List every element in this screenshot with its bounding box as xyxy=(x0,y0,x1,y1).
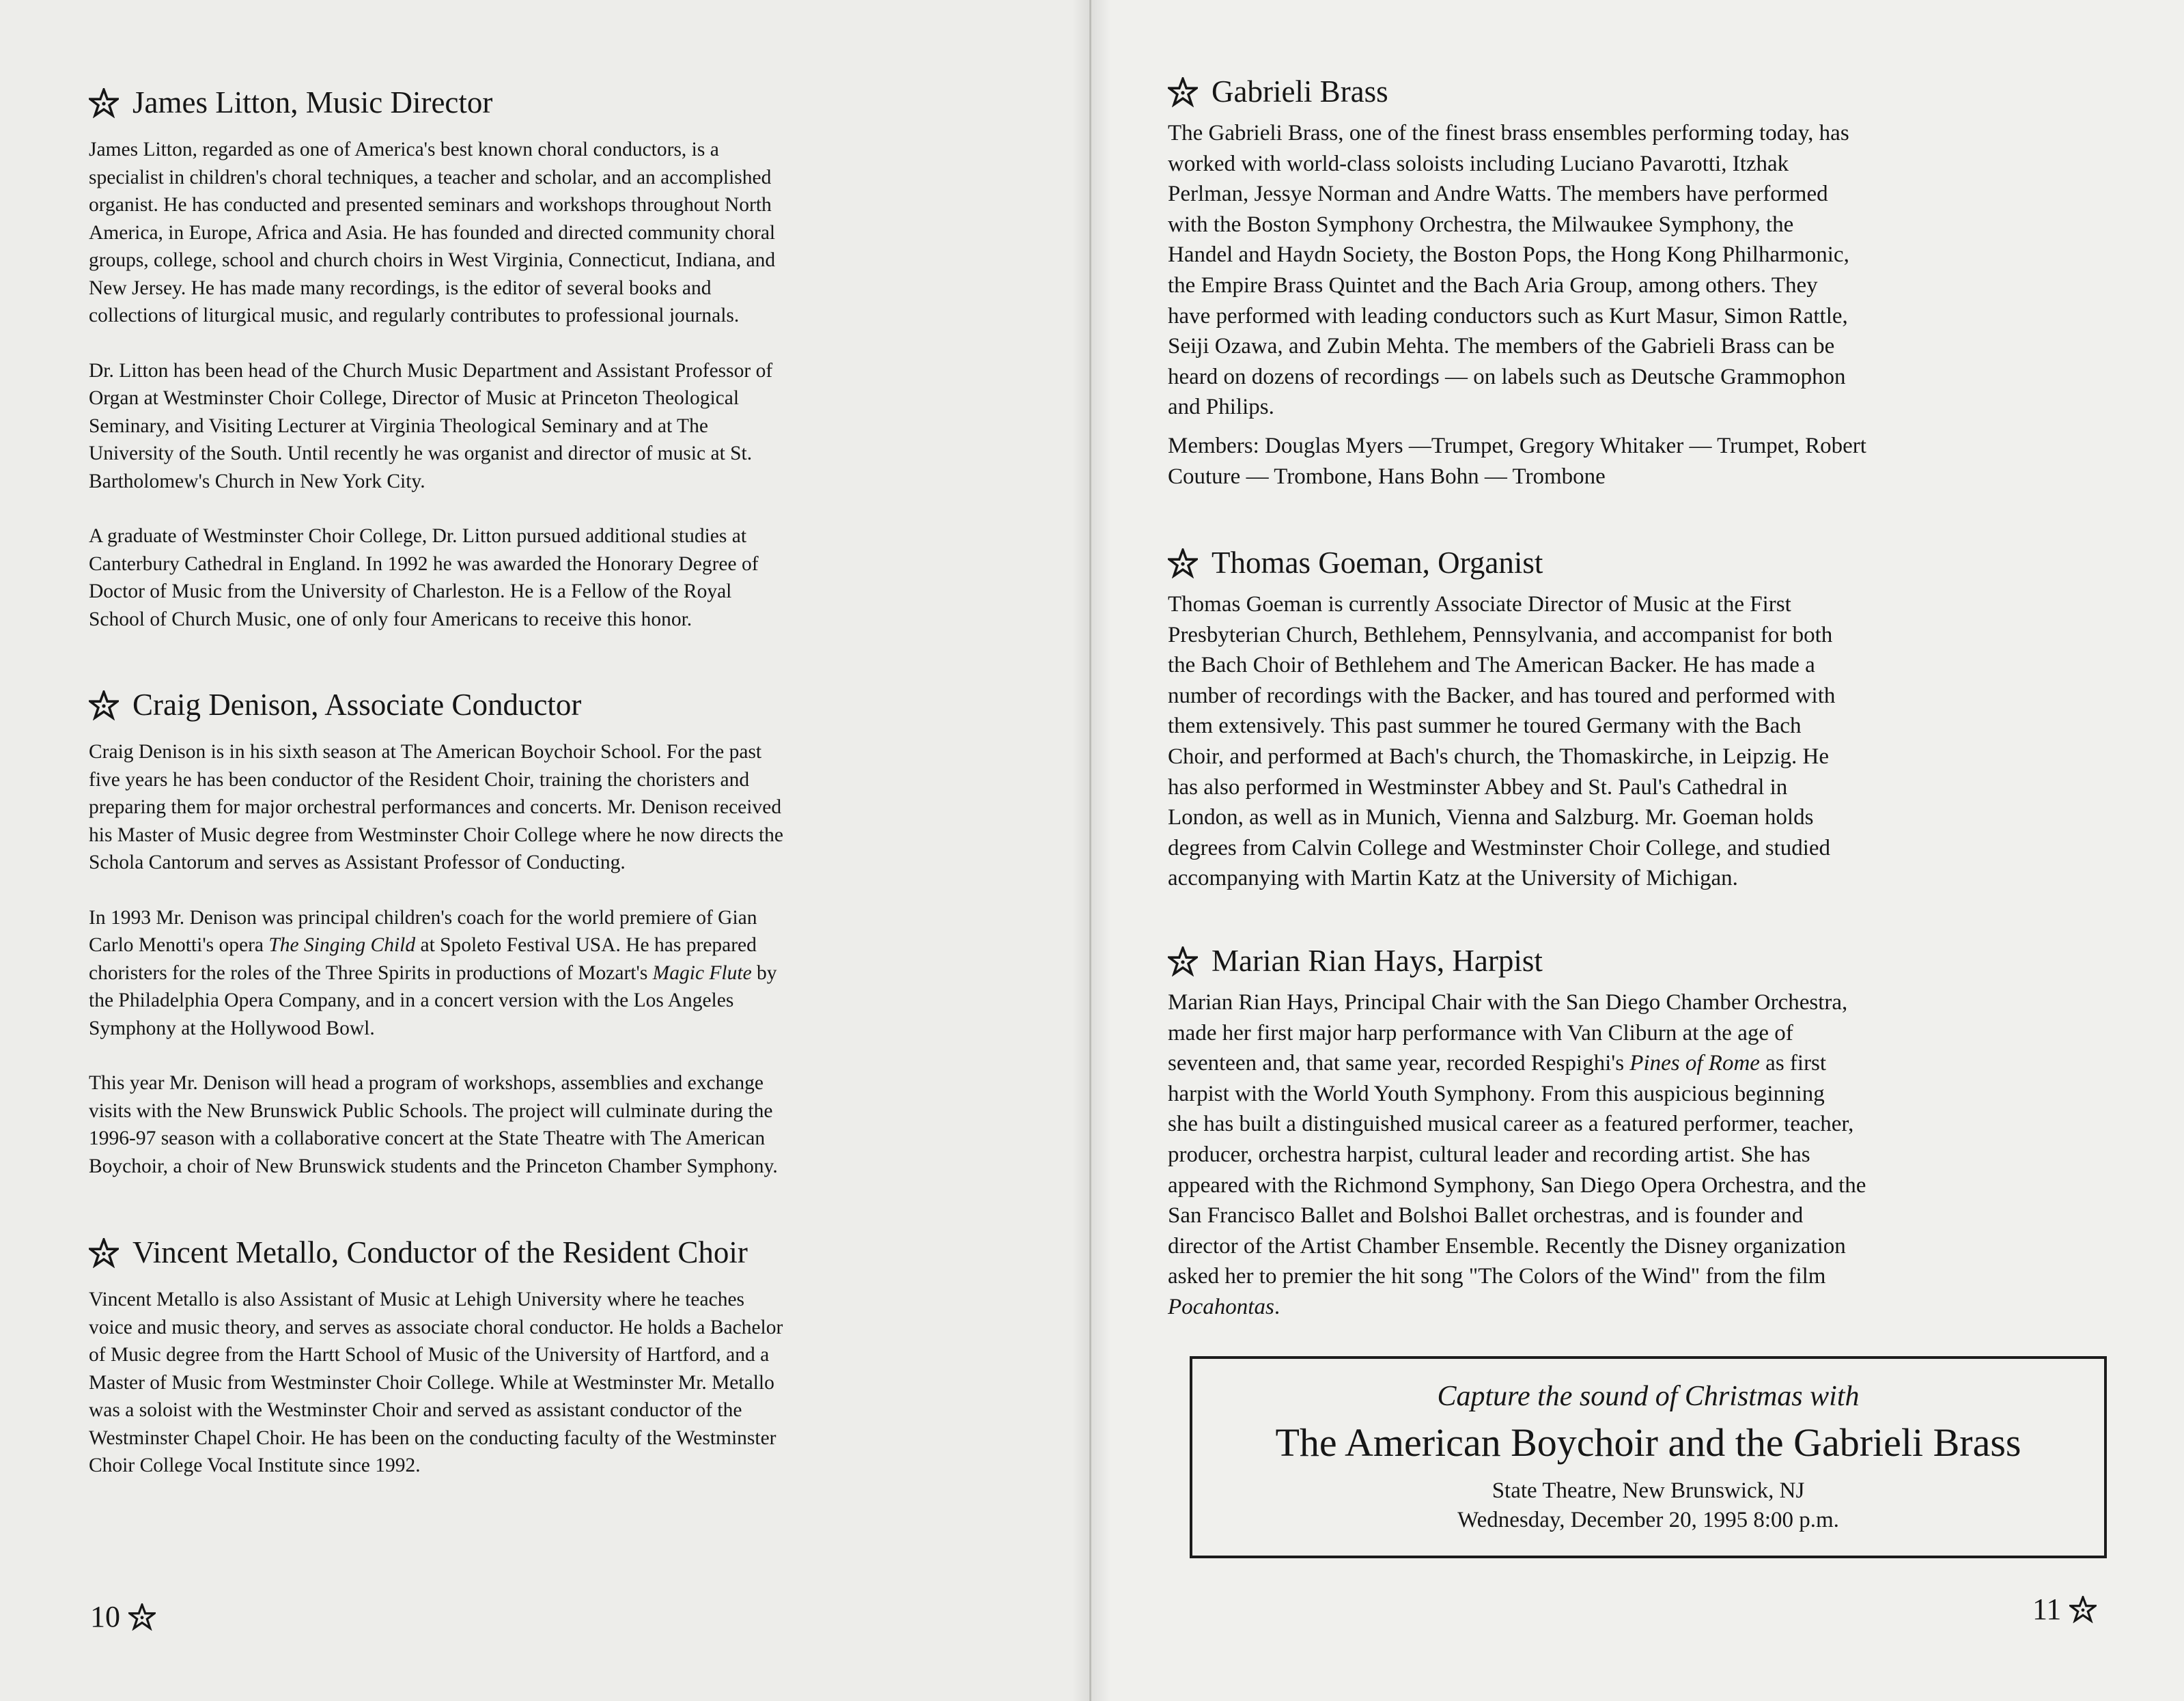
bio-paragraph: Vincent Metallo is also Assistant of Music at Lehigh University where he teaches voice and music theory, and serves as associate choral conductor. He holds a Bachelor of Music degree from the Hartt School of Music of the University of Hartford, and a Master of Music from Westminster Choir College. While at Westminster Mr. Metallo was a soloist with the Westminster Choir and served as assistant conductor of the Westminster Chapel Choir. He has been on the conducting faculty of the Westminster Choir College Vocal Institute since 1992. xyxy=(89,1289,783,1476)
bio-section-thomas-goeman xyxy=(1168,548,2117,894)
section-heading-text: Craig Denison, Associate Conductor xyxy=(132,688,582,722)
page-number-left xyxy=(90,1602,156,1632)
section-heading xyxy=(1168,548,2117,578)
star-outline-icon xyxy=(89,88,119,118)
text-run: In 1993 Mr. Denison was principal children's coach for the world premiere of Gian Carlo Menotti's opera xyxy=(89,906,757,956)
members-paragraph: Members: Douglas Myers —Trumpet, Gregory Whitaker — Trumpet, Robert Couture — Trombone, Hans Bohn — Trombone xyxy=(1168,433,1866,489)
star-outline-icon xyxy=(89,1238,119,1268)
section-heading-text: James Litton, Music Director xyxy=(132,85,493,120)
bio-section-gabrieli-brass xyxy=(1168,76,2117,492)
bio-paragraph xyxy=(89,904,997,1043)
bio-section-craig-denison xyxy=(89,690,997,1180)
text-run: at Spoleto Festival USA. He has prepared choristers for the roles of the Three Spirits in productions of Mozart's xyxy=(89,934,757,984)
concert-promo-box xyxy=(1190,1356,2107,1558)
bio-paragraph: Thomas Goeman is currently Associate Director of Music at the First Presbyterian Church, Bethlehem, Pennsylvania, and accompanist for both the Bach Choir of Bethlehem and The American Backer. He has made a number of recordings with the Backer, and has toured and performed with them extensively. This past summer he toured Germany with the Bach Choir, and performed at Bach's church, the Thomaskirche, in Leipzig. He has also performed in Westminster Abbey and St. Paul's Cathedral in London, as well as in Munich, Vienna and Salzburg. Mr. Goeman holds degrees from Calvin College and Westminster Choir College, and studied accompanying with Martin Katz at the University of Michigan. xyxy=(1168,592,1836,891)
section-heading xyxy=(1168,946,2117,976)
page-number-right xyxy=(2032,1594,2097,1625)
page-number-text: 11 xyxy=(2032,1592,2062,1626)
section-heading-text: Gabrieli Brass xyxy=(1212,74,1388,109)
work-title: Pines of Rome xyxy=(1629,1051,1760,1076)
film-title: Pocahontas xyxy=(1168,1294,1274,1319)
bio-section-vincent-metallo xyxy=(89,1237,997,1480)
section-heading-text: Marian Rian Hays, Harpist xyxy=(1212,944,1543,978)
star-outline-icon xyxy=(128,1603,156,1631)
section-heading xyxy=(89,690,997,720)
star-outline-icon xyxy=(1168,548,1198,578)
bio-paragraph: Dr. Litton has been head of the Church Music Department and Assistant Professor of Organ at Westminster Choir College, Director of Music at Princeton Theological Seminary, and Visiting Lecturer at Virginia Theological Seminary and at The University of the South. Until recently he was organist and director of music at St. Bartholomew's Church in New York City. xyxy=(89,359,773,492)
left-page xyxy=(0,0,1090,1701)
bio-paragraph: Craig Denison is in his sixth season at The American Boychoir School. For the past five years he has been conductor of the Resident Choir, training the choristers and preparing them for major orchestral performances and concerts. Mr. Denison received his Master of Music degree from Westminster Choir College where he now directs the Schola Cantorum and serves as Assistant Professor of Conducting. xyxy=(89,741,784,873)
promo-date: Wednesday, December 20, 1995 8:00 p.m. xyxy=(1457,1507,1839,1532)
star-outline-icon xyxy=(89,690,119,720)
opera-title: Magic Flute xyxy=(652,961,752,984)
text-run: Marian Rian Hays, Principal Chair with the San Diego Chamber Orchestra, made her first major harp performance with Van Cliburn at the age of seventeen and, that same year, recorded Respighi's xyxy=(1168,990,1848,1076)
bio-paragraph: The Gabrieli Brass, one of the finest brass ensembles performing today, has worked with world-class soloists including Luciano Pavarotti, Itzhak Perlman, Jessye Norman and Andre Watts. The members have performed with the Boston Symphony Orchestra, the Milwaukee Symphony, the Handel and Haydn Society, the Boston Pops, the Hong Kong Philharmonic, the Empire Brass Quintet and the Bach Aria Group, among others. They have performed with leading conductors such as Kurt Masur, Simon Rattle, Seiji Ozawa, and Zubin Mehta. The members of the Gabrieli Brass can be heard on dozens of recordings — on labels such as Deutsche Grammophon and Philips. xyxy=(1168,121,1849,420)
bio-paragraph xyxy=(1168,987,2117,1323)
promo-tagline: Capture the sound of Christmas with xyxy=(1437,1381,1860,1412)
bio-paragraph: A graduate of Westminster Choir College, Dr. Litton pursued additional studies at Canterbury Cathedral in England. In 1992 he was awarded the Honorary Degree of Doctor of Music from the University of Charleston. He is a Fellow of the Royal School of Church Music, one of only four Americans to receive this honor. xyxy=(89,525,759,630)
opera-title: The Singing Child xyxy=(268,934,416,956)
section-heading-text: Vincent Metallo, Conductor of the Resident Choir xyxy=(132,1235,748,1269)
bio-section-james-litton xyxy=(89,87,997,633)
text-run: . xyxy=(1274,1294,1280,1319)
right-page xyxy=(1091,0,2184,1701)
page-number-text: 10 xyxy=(90,1600,120,1633)
star-outline-icon xyxy=(1168,946,1198,976)
promo-venue: State Theatre, New Brunswick, NJ xyxy=(1492,1478,1805,1503)
bio-paragraph: James Litton, regarded as one of America's best known choral conductors, is a specialist in children's choral techniques, a teacher and scholar, and an accomplished organist. He has conducted and presented seminars and workshops throughout North America, in Europe, Africa and Asia. He has founded and directed community choral groups, college, school and church choirs in West Virginia, Connecticut, Indiana, and New Jersey. He has made many recordings, is the editor of several books and collections of liturgical music, and regularly contributes to professional journals. xyxy=(89,139,776,326)
bio-section-marian-rian-hays xyxy=(1168,946,2117,1323)
text-run: by the Philadelphia Opera Company, and in a concert version with the Los Angeles Symphony at the Hollywood Bowl. xyxy=(89,961,777,1039)
bio-paragraph: This year Mr. Denison will head a program of workshops, assemblies and exchange visits with the New Brunswick Public Schools. The project will culminate during the 1996-97 season with a collaborative concert at the State Theatre with The American Boychoir, a choir of New Brunswick students and the Princeton Chamber Symphony. xyxy=(89,1072,778,1177)
star-outline-icon xyxy=(2069,1596,2097,1623)
section-heading-text: Thomas Goeman, Organist xyxy=(1212,546,1543,580)
promo-title: The American Boychoir and the Gabrieli Brass xyxy=(1275,1420,2021,1465)
section-heading xyxy=(1168,76,2117,107)
section-heading xyxy=(89,87,997,118)
section-heading xyxy=(89,1237,997,1268)
star-outline-icon xyxy=(1168,77,1198,107)
text-run: as first harpist with the World Youth Symphony. From this auspicious beginning she has built a distinguished musical career as a featured performer, teacher, producer, orchestra harpist, cultural leader and recording artist. She has appeared with the Richmond Symphony, San Diego Opera Orchestra, and the San Francisco Ballet and Bolshoi Ballet orchestras, and is founder and director of the Artist Chamber Ensemble. Recently the Disney organization asked her to premier the hit song "The Colors of the Wind" from the film xyxy=(1168,1051,1866,1289)
